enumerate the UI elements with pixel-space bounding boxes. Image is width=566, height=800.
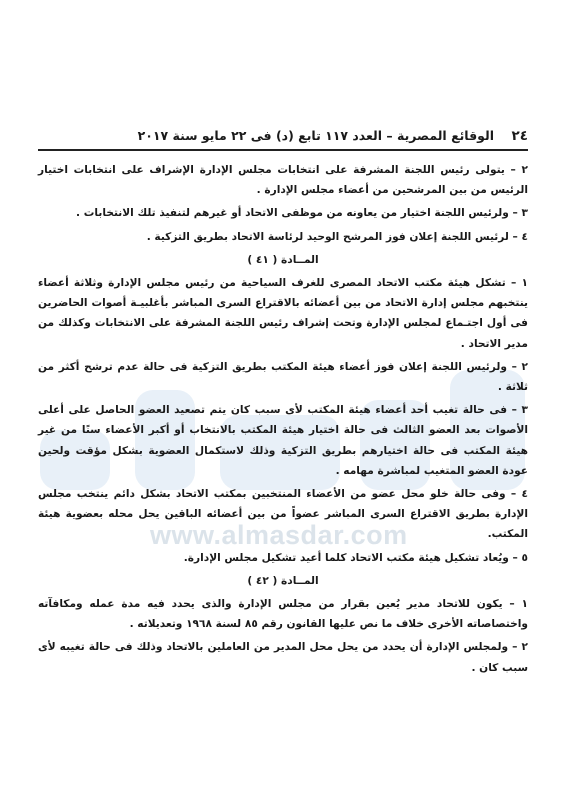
- page-header: [38, 128, 528, 146]
- paragraph: ٢ – يتولى رئيس اللجنة المشرفة على انتخابات مجلس الإدارة الإشراف على انتخابات اختيار الرئيس من بين المرشحين من أعضاء مجلس الإدارة .: [38, 164, 528, 197]
- paragraph: ٤ – لرئيس اللجنة إعلان فوز المرشح الوحيد لرئاسة الاتحاد بطريق التزكية .: [146, 230, 528, 243]
- paragraph: ٢ – ولرئيس اللجنة إعلان فوز أعضاء هيئة المكتب بطريق التزكية فى حالة عدم ترشح أكثر من ثلاثة .: [38, 360, 528, 394]
- document-body: [38, 160, 528, 681]
- page-title: الوقائع المصرية – العدد ١١٧ تابع (د) فى ٢٢ مايو سنة ٢٠١٧: [137, 128, 494, 143]
- paragraph: ٣ – ولرئيس اللجنة اختيار من يعاونه من موظفى الاتحاد أو غيرهم لتنفيذ تلك الانتخابات .: [76, 207, 528, 220]
- article-heading: المــادة ( ٤١ ): [247, 253, 319, 266]
- paragraph: ٤ – وفى حالة خلو محل عضو من الأعضاء المنتخبين بمكتب الاتحاد بشكل دائم ينتخب مجلس الإدارة بطريق الاقتراع السرى المباشر عضواً من بين أعضائه الباقين يحل محله بعضوية هيئة المكتب.: [38, 488, 528, 541]
- paragraph: ١ – يكون للاتحاد مدير يُعين بقرار من مجلس الإدارة والذى يحدد فيه مدة عمله ومكافآته واختصاصاته الأخرى خلاف ما نص عليها القانون رقم ٨٥ لسنة ١٩٦٨ وتعديلاته .: [38, 598, 528, 631]
- paragraph: ١ – تشكل هيئة مكتب الاتحاد المصرى للغرف السياحية من رئيس مجلس الإدارة وثلاثة أعضاء ينتخبهم مجلس إدارة الاتحاد من بين أعضائه بالاقتراع السرى المباشر بأغلبيـة أصوات الحاضرين فى أول اجتـماع لمجلس الإدارة وتحت إشراف رئيس اللجنة المشرفة على الانتخابات وكذلك من مدير الاتحاد .: [38, 277, 528, 350]
- page-number: ٢٤: [511, 128, 528, 144]
- watermark-url: www.almasdar.com: [150, 520, 408, 550]
- paragraph: ٥ – ويُعاد تشكيل هيئة مكتب الاتحاد كلما أعيد تشكيل مجلس الإدارة.: [183, 551, 528, 564]
- paragraph: ٣ – فى حالة تغيب أحد أعضاء هيئة المكتب لأى سبب كان يتم تصعيد العضو الحاصل على أعلى الأصوات بعد العضو الثالث فى حالة اختيار هيئة المكتب بالانتخاب أو أكبر الأعضاء سنًا من غير هيئة المكتب فى حالة اختيارهم بطريق التزكية وذلك لاستكمال العضوية بشكل مؤقت ولحين عودة العضو المتغيب لمباشرة مهامه .: [38, 404, 528, 477]
- paragraph: ٢ – ولمجلس الإدارة أن يحدد من يحل محل المدير من العاملين بالاتحاد وذلك فى حالة تغيبه لأى سبب كان .: [38, 641, 528, 674]
- header-divider: [38, 149, 528, 151]
- article-heading: المــادة ( ٤٢ ): [247, 574, 319, 587]
